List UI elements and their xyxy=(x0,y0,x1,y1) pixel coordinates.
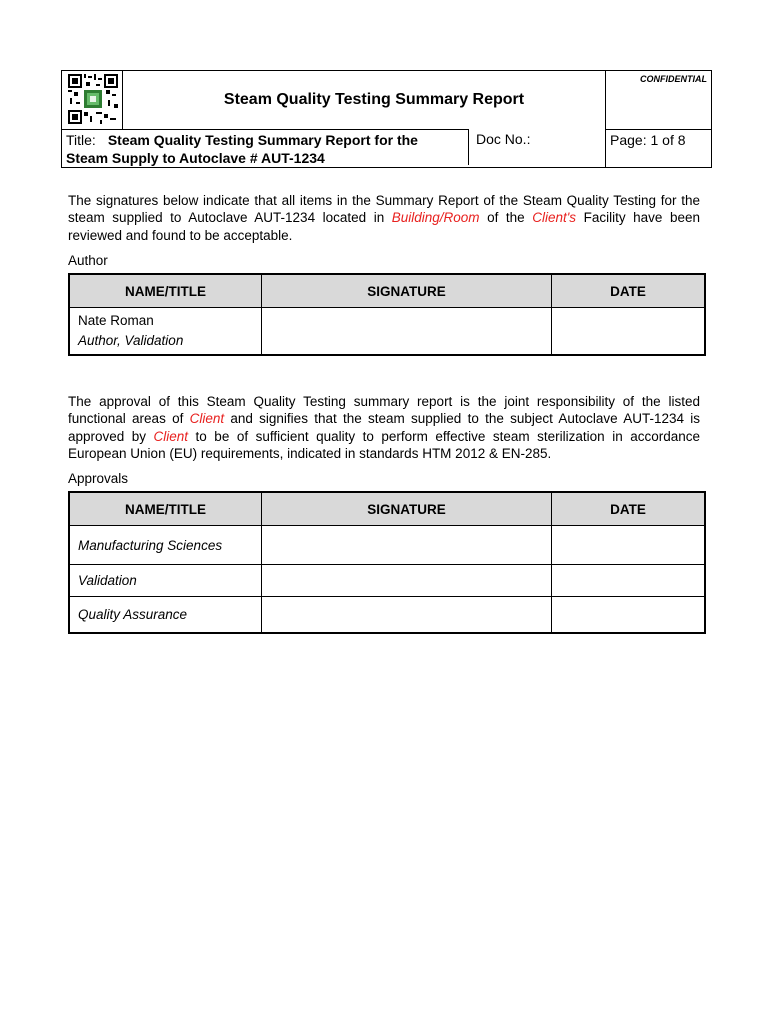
author-role: Author, Validation xyxy=(78,333,184,348)
report-title: Steam Quality Testing Summary Report xyxy=(223,91,525,108)
table-row xyxy=(69,308,705,356)
date-field[interactable] xyxy=(552,565,706,597)
signature-field[interactable] xyxy=(262,597,552,634)
qr-code-cell xyxy=(62,71,123,130)
author-name: Nate Roman xyxy=(78,313,154,328)
page-number: Page: 1 of 8 xyxy=(610,132,686,148)
approvals-signature-table xyxy=(68,491,706,634)
approvals-section-label: Approvals xyxy=(68,471,129,486)
date-field[interactable] xyxy=(552,526,706,565)
page-number-cell xyxy=(606,130,712,168)
report-title-cell xyxy=(123,71,606,130)
document-title-line2: Steam Supply to Autoclave # AUT-1234 xyxy=(66,150,325,166)
client-placeholder: Client xyxy=(153,428,189,444)
author-date-field[interactable] xyxy=(552,308,706,356)
building-room-placeholder: Building/Room xyxy=(391,210,480,226)
approver-manufacturing-sciences: Manufacturing Sciences xyxy=(69,526,262,565)
column-header-name-title: NAME/TITLE xyxy=(69,492,262,526)
column-header-date: DATE xyxy=(552,492,706,526)
signature-field[interactable] xyxy=(262,526,552,565)
table-row xyxy=(69,597,705,634)
document-title-line1: Steam Quality Testing Summary Report for the xyxy=(107,132,418,148)
title-label: Title: xyxy=(66,132,96,148)
date-field[interactable] xyxy=(552,597,706,634)
confidential-label: CONFIDENTIAL xyxy=(640,74,707,84)
author-name-cell xyxy=(69,308,262,356)
approver-quality-assurance: Quality Assurance xyxy=(69,597,262,634)
intro-paragraph: The signatures below indicate that all items in the Summary Report of the Steam Quality Testing for the steam supplied to Autoclave AUT-1234 located in Building/Room of the Client's Facility have been reviewed and found to be acceptable. xyxy=(68,193,701,243)
column-header-name-title: NAME/TITLE xyxy=(69,274,262,308)
approval-paragraph: The approval of this Steam Quality Testing summary report is the joint responsibility of the listed functional areas of Client and signifies that the steam supplied to the subject Autoclave AUT-1234 is approved by Client to be of sufficient quality to perform effective steam sterilization in accordance European Union (EU) requirements, indicated in standards HTM 2012 & EN-285. xyxy=(68,394,700,461)
table-row xyxy=(69,526,705,565)
doc-number-label: Doc No.: xyxy=(476,131,531,147)
table-row xyxy=(69,565,705,597)
column-header-date: DATE xyxy=(552,274,706,308)
qr-code-icon xyxy=(68,74,118,124)
doc-number-cell xyxy=(468,129,605,165)
author-signature-field[interactable] xyxy=(262,308,552,356)
signature-field[interactable] xyxy=(262,565,552,597)
client-placeholder: Client xyxy=(189,411,225,427)
author-section-label: Author xyxy=(68,253,108,268)
column-header-signature: SIGNATURE xyxy=(262,492,552,526)
author-signature-table xyxy=(68,273,706,356)
approver-validation: Validation xyxy=(69,565,262,597)
confidential-cell xyxy=(606,71,712,130)
client-placeholder: Client's xyxy=(532,210,577,226)
column-header-signature: SIGNATURE xyxy=(262,274,552,308)
document-header xyxy=(61,70,712,168)
